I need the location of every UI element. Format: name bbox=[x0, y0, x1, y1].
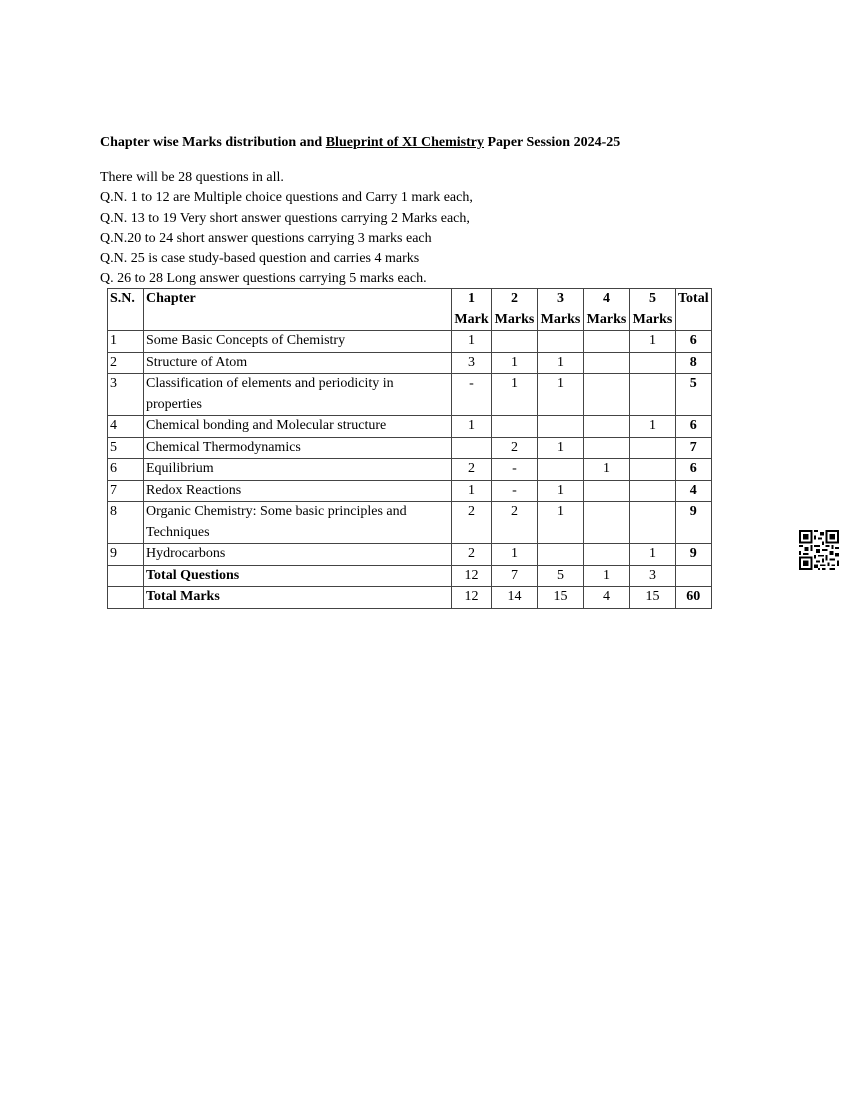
cell-4-marks bbox=[584, 352, 630, 374]
table-row bbox=[108, 416, 712, 438]
total-questions-2-marks: 7 bbox=[492, 565, 538, 587]
cell-3-marks bbox=[538, 544, 584, 566]
cell-2-marks: 1 bbox=[492, 544, 538, 566]
total-marks-5-marks: 15 bbox=[630, 587, 676, 609]
cell-total: 8 bbox=[676, 352, 712, 374]
total-marks-4-marks: 4 bbox=[584, 587, 630, 609]
total-questions-5-marks: 3 bbox=[630, 565, 676, 587]
total-questions-3-marks: 5 bbox=[538, 565, 584, 587]
instruction-line: Q.N. 1 to 12 are Multiple choice questions and Carry 1 mark each, bbox=[100, 190, 473, 206]
cell-5-marks bbox=[630, 480, 676, 502]
cell-4-marks bbox=[584, 544, 630, 566]
cell-1-mark: 1 bbox=[452, 416, 492, 438]
total-marks-total: 60 bbox=[676, 587, 712, 609]
table-row bbox=[108, 480, 712, 502]
cell-5-marks bbox=[630, 502, 676, 544]
cell-3-marks: 1 bbox=[538, 352, 584, 374]
cell-total: 6 bbox=[676, 416, 712, 438]
cell-3-marks bbox=[538, 459, 584, 481]
instruction-line: Q.N. 25 is case study-based question and carries 4 marks bbox=[100, 251, 420, 267]
total-marks-label: Total Marks bbox=[144, 587, 452, 609]
cell-total: 5 bbox=[676, 374, 712, 416]
cell-1-mark: 1 bbox=[452, 480, 492, 502]
header-1-mark: 1 Mark bbox=[452, 289, 492, 331]
blueprint-table bbox=[107, 288, 712, 609]
cell-1-mark: 2 bbox=[452, 544, 492, 566]
cell-4-marks bbox=[584, 331, 630, 353]
cell-chapter: Chemical Thermodynamics bbox=[144, 437, 452, 459]
cell-2-marks: - bbox=[492, 480, 538, 502]
cell-chapter: Organic Chemistry: Some basic principles and Techniques bbox=[144, 502, 452, 544]
cell-sn: 7 bbox=[108, 480, 144, 502]
total-marks-1-mark: 12 bbox=[452, 587, 492, 609]
title-prefix: Chapter wise Marks distribution and bbox=[100, 135, 326, 150]
cell-4-marks bbox=[584, 437, 630, 459]
cell-sn: 5 bbox=[108, 437, 144, 459]
cell-2-marks: - bbox=[492, 459, 538, 481]
cell-chapter: Redox Reactions bbox=[144, 480, 452, 502]
cell-3-marks bbox=[538, 331, 584, 353]
cell-sn: 3 bbox=[108, 374, 144, 416]
title-underlined: Blueprint of XI Chemistry bbox=[325, 135, 484, 150]
cell-sn-empty bbox=[108, 565, 144, 587]
cell-sn: 9 bbox=[108, 544, 144, 566]
total-marks-2-marks: 14 bbox=[492, 587, 538, 609]
cell-1-mark: 3 bbox=[452, 352, 492, 374]
cell-chapter: Structure of Atom bbox=[144, 352, 452, 374]
instruction-line: Q.N.20 to 24 short answer questions carrying 3 marks each bbox=[100, 230, 432, 246]
cell-sn: 4 bbox=[108, 416, 144, 438]
table-row bbox=[108, 544, 712, 566]
cell-2-marks: 2 bbox=[492, 437, 538, 459]
qr-code-icon bbox=[799, 530, 839, 570]
cell-total: 9 bbox=[676, 502, 712, 544]
table-row bbox=[108, 352, 712, 374]
table-row bbox=[108, 502, 712, 544]
cell-2-marks bbox=[492, 331, 538, 353]
header-5-marks: 5 Marks bbox=[630, 289, 676, 331]
cell-chapter: Chemical bonding and Molecular structure bbox=[144, 416, 452, 438]
total-questions-total bbox=[676, 565, 712, 587]
cell-chapter: Hydrocarbons bbox=[144, 544, 452, 566]
table-row bbox=[108, 374, 712, 416]
cell-sn: 2 bbox=[108, 352, 144, 374]
instructions bbox=[100, 168, 473, 290]
cell-1-mark: 2 bbox=[452, 459, 492, 481]
cell-1-mark: 1 bbox=[452, 331, 492, 353]
cell-3-marks: 1 bbox=[538, 374, 584, 416]
cell-sn: 1 bbox=[108, 331, 144, 353]
cell-4-marks bbox=[584, 374, 630, 416]
header-4-marks: 4 Marks bbox=[584, 289, 630, 331]
cell-sn: 8 bbox=[108, 502, 144, 544]
cell-sn: 6 bbox=[108, 459, 144, 481]
cell-total: 4 bbox=[676, 480, 712, 502]
total-questions-row bbox=[108, 565, 712, 587]
cell-3-marks: 1 bbox=[538, 437, 584, 459]
header-3-marks: 3 Marks bbox=[538, 289, 584, 331]
cell-5-marks bbox=[630, 459, 676, 481]
total-marks-row bbox=[108, 587, 712, 609]
cell-total: 7 bbox=[676, 437, 712, 459]
cell-4-marks bbox=[584, 502, 630, 544]
cell-chapter: Classification of elements and periodicity in properties bbox=[144, 374, 452, 416]
cell-total: 9 bbox=[676, 544, 712, 566]
header-total: Total bbox=[676, 289, 712, 331]
cell-1-mark: - bbox=[452, 374, 492, 416]
cell-5-marks bbox=[630, 374, 676, 416]
total-questions-4-marks: 1 bbox=[584, 565, 630, 587]
table-row bbox=[108, 331, 712, 353]
instruction-line: Q. 26 to 28 Long answer questions carrying 5 marks each. bbox=[100, 271, 427, 287]
total-marks-3-marks: 15 bbox=[538, 587, 584, 609]
cell-5-marks bbox=[630, 437, 676, 459]
instruction-line: There will be 28 questions in all. bbox=[100, 170, 284, 185]
cell-1-mark bbox=[452, 437, 492, 459]
cell-4-marks: 1 bbox=[584, 459, 630, 481]
header-2-marks: 2 Marks bbox=[492, 289, 538, 331]
cell-chapter: Equilibrium bbox=[144, 459, 452, 481]
cell-5-marks: 1 bbox=[630, 416, 676, 438]
header-sn: S.N. bbox=[108, 289, 144, 331]
table-header-row bbox=[108, 289, 712, 331]
cell-4-marks bbox=[584, 480, 630, 502]
cell-2-marks bbox=[492, 416, 538, 438]
cell-4-marks bbox=[584, 416, 630, 438]
cell-sn-empty bbox=[108, 587, 144, 609]
cell-2-marks: 1 bbox=[492, 374, 538, 416]
page-title bbox=[100, 135, 620, 151]
table-row bbox=[108, 437, 712, 459]
instruction-line: Q.N. 13 to 19 Very short answer questions carrying 2 Marks each, bbox=[100, 210, 470, 226]
title-suffix: Paper Session 2024-25 bbox=[484, 135, 621, 150]
header-chapter: Chapter bbox=[144, 289, 452, 331]
cell-1-mark: 2 bbox=[452, 502, 492, 544]
cell-total: 6 bbox=[676, 331, 712, 353]
total-questions-label: Total Questions bbox=[144, 565, 452, 587]
cell-5-marks bbox=[630, 352, 676, 374]
total-questions-1-mark: 12 bbox=[452, 565, 492, 587]
cell-5-marks: 1 bbox=[630, 331, 676, 353]
cell-5-marks: 1 bbox=[630, 544, 676, 566]
cell-3-marks bbox=[538, 416, 584, 438]
cell-3-marks: 1 bbox=[538, 480, 584, 502]
cell-2-marks: 1 bbox=[492, 352, 538, 374]
cell-chapter: Some Basic Concepts of Chemistry bbox=[144, 331, 452, 353]
table-row bbox=[108, 459, 712, 481]
cell-2-marks: 2 bbox=[492, 502, 538, 544]
cell-total: 6 bbox=[676, 459, 712, 481]
cell-3-marks: 1 bbox=[538, 502, 584, 544]
